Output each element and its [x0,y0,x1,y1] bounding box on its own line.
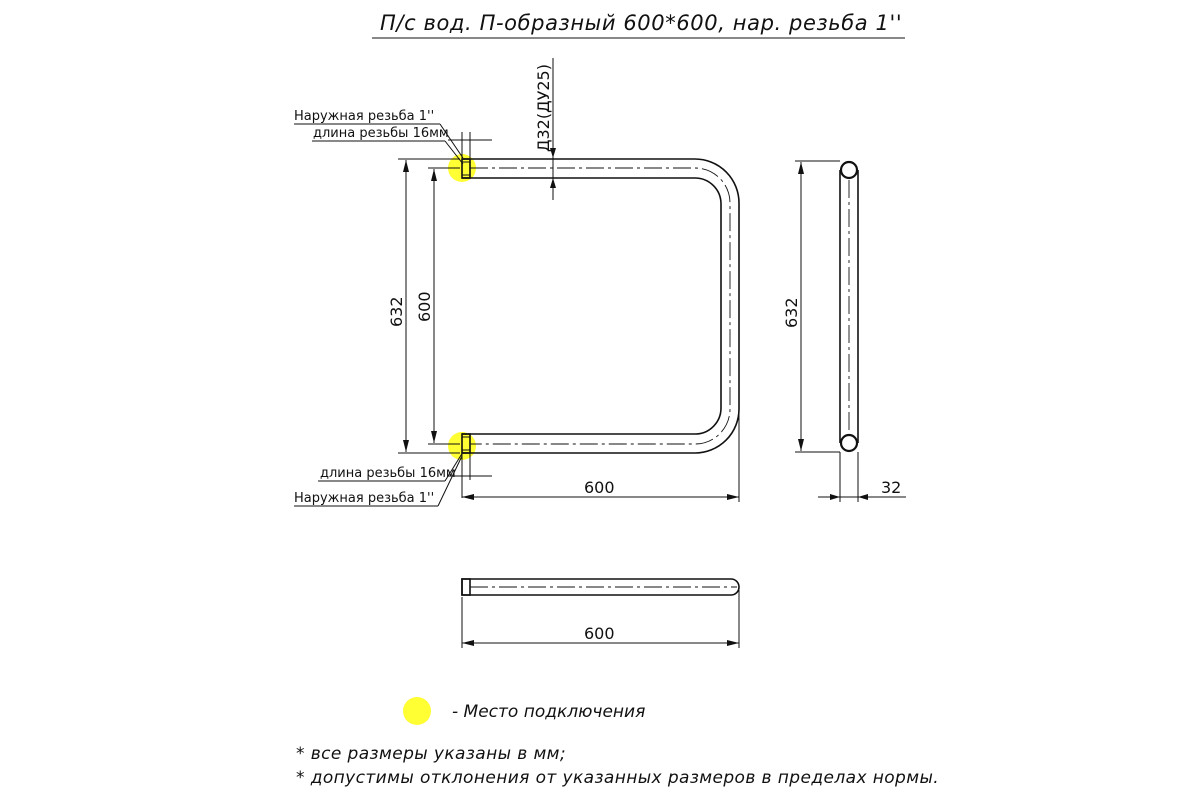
side-height-dim: 632 [782,297,801,328]
bottom-width-dim: 600 [584,624,615,643]
pipe-centerline [470,168,730,444]
bottom-view [462,579,739,648]
pipe-inner-contour [462,178,721,434]
footnote-units: * все размеры указаны в мм; [296,744,567,764]
legend [403,697,645,725]
front-view [294,58,739,506]
side-pipe-section-top [841,162,857,178]
front-outer-height-dim: 632 [387,296,406,327]
side-diameter-dim: 32 [881,478,902,497]
front-width-dim: 600 [584,478,615,497]
pipe-outer-contour [462,159,739,453]
front-inner-height-dim: 600 [415,291,434,322]
top-thread-length-note: длина резьбы 16мм [313,126,449,141]
bottom-thread-length-note: длина резьбы 16мм [320,466,456,481]
pipe-diameter-label: Д32(ДУ25) [534,64,553,152]
side-view [782,161,906,502]
bottom-thread-note: Наружная резьба 1'' [294,491,435,506]
legend-marker [403,697,431,725]
legend-text: - Место подключения [452,702,646,722]
top-thread-note: Наружная резьба 1'' [294,109,435,124]
drawing-title: П/с вод. П-образный 600*600, нар. резьба 1'' [380,11,903,35]
footnote-tolerance: * допустимы отклонения от указанных размеров в пределах нормы. [296,768,940,788]
side-pipe-section-bottom [841,435,857,451]
bottom-thread-end [462,579,470,595]
